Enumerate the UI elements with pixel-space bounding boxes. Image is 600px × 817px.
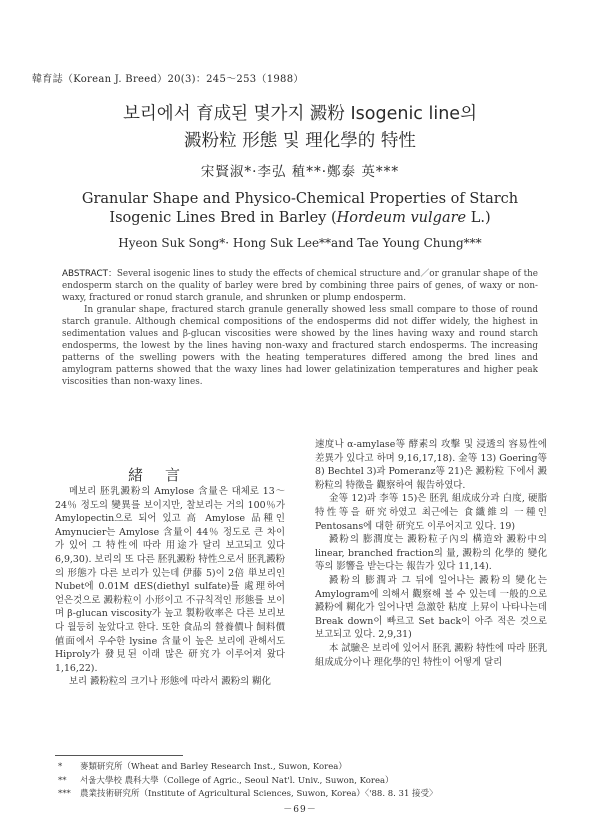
footnote-3 <box>58 787 438 799</box>
journal-citation: 韓育誌（Korean J. Breed）20(3)：245～253（1988） <box>32 74 304 85</box>
right-paragraph-5: 本 試驗은 보리에 있어서 胚乳 澱粉 特性에 따라 胚乳 組成成分이나 理化學的인 特性이 어떻게 달리 <box>315 642 547 668</box>
footnote-2 <box>58 774 394 786</box>
english-title-line1: Granular Shape and Physico-Chemical Properties of Starch <box>81 191 519 207</box>
right-paragraph-4: 澱粉의 膨潤과 그 뒤에 일어나는 澱粉의 變化는 Amylogram에 의해서 觀察해 볼 수 있는데 一般的으로 澱粉에 糊化가 일어나면 急激한 粘度 上昇이 나타나는데 Break down이 빠르고 Set back이 아주 적은 것으로 보고되고 있다. 2,9,31) <box>315 574 547 641</box>
abstract-paragraph-2: In granular shape, fractured starch granule generally showed less small compare to those of round starch granule. Although chemical compositions of the endosperms did not differ widely, the highest in sedimentation values and β-glucan viscosities were showed by the lines having waxy and round starch endosperms, the lowest by the lines having non-waxy and fractured starch endosperms. The increasing patterns of the swelling powers with the heating temperatures differed among the bred lines and amylogram patterns showed that the waxy lines had lower gelatinization temperatures and higher peak viscosities than non-waxy lines. <box>62 305 538 387</box>
korean-authors: 宋賢淑*·李弘 稙**·鄭泰 英*** <box>200 164 400 180</box>
english-title-line2-text: Isogenic Lines Bred in Barley ( <box>109 210 337 226</box>
footnote-1 <box>58 760 347 772</box>
left-column <box>55 485 285 689</box>
korean-title-line2: 澱粉粒 形態 및 理化學的 特性 <box>184 131 416 151</box>
right-paragraph-3: 澱粉의 膨潤度는 澱粉粒子內의 構造와 澱粉中의 linear, branched fraction의 量, 澱粉의 化學的 變化 等의 影響을 받는다는 報告가 있다 11,14). <box>315 534 547 573</box>
left-paragraph-1: 메보리 胚乳澱粉의 Amylose 含量은 대체로 13～24％ 정도의 變異를 보이지만, 찰보리는 거의 100％가 Amylopectin으로 되어 있고 高 Amylose 品種인 Amynucier는 Amylose 含量이 44％ 정도로 큰 차이가 있어 그 特性에 따라 用途가 달리 보고되고 있다 6,9,30). 보리의 또 다른 胚乳澱粉 特性으로서 胚乳澱粉의 形態가 다른 보리가 있는데 伊藤 5)이 2倍 単보리인 Nubet에 0.01M dES(diethyl sulfate)를 處理하여 얻은것으로 澱粉粒이 小形이고 不규칙적인 形態를 보이며 β-glucan viscosity가 높고 製粉收率은 다른 보리보다 월등히 높았다고 한다. 또한 食品의 營養價나 飼料價値面에서 우수한 lysine 含量이 높은 보리에 관해서도 Hiproly가 發見된 이래 많은 研究가 이루어져 왔다 1,16,22). <box>55 486 285 674</box>
left-paragraph-2: 보리 澱粉粒의 크기나 形態에 따라서 澱粉의 糊化 <box>69 676 271 688</box>
korean-title-line1: 보리에서 育成된 몇가지 澱粉 Isogenic line의 <box>123 104 477 124</box>
english-title-line2-end: L.) <box>466 210 491 226</box>
species-name: Hordeum vulgare <box>336 210 467 226</box>
abstract <box>62 268 538 388</box>
footnote-divider <box>55 755 183 756</box>
right-paragraph-1: 速度나 α-amylase等 酵素의 攻擊 및 浸透의 容易性에 差異가 있다고 하며 9,16,17,18). 金等 13) Goering等 8) Bechtel 3)과 Pomeranz等 21)은 澱粉粒 下에서 澱粉粒의 特徵을 觀察하여 報告하였다. <box>315 439 547 491</box>
right-paragraph-2: 金等 12)과 李等 15)은 胚乳 組成成分과 白度, 硬脂特性等을 研究하였고 최근에는 食纖維의 一種인 Pentosans에 대한 研究도 이루어지고 있다. 19) <box>315 493 547 532</box>
abstract-paragraph-1 <box>62 268 538 304</box>
page-number: －69－ <box>283 805 317 815</box>
abstract-label: ABSTRACT： <box>62 269 117 279</box>
footnote-mark: ** <box>58 776 67 786</box>
footnote-text: 農業技術研究所（Institute of Agricultural Sciences, Suwon, Korea）〈'88. 8. 31 接受〉 <box>80 789 438 799</box>
english-title-line2 <box>0 210 600 226</box>
footnote-mark: * <box>58 762 63 772</box>
footnote-text: 麥類研究所（Wheat and Barley Research Inst., Suwon, Korea） <box>80 762 347 772</box>
right-column <box>315 438 547 669</box>
abstract-text-1: Several isogenic lines to study the effects of chemical structure and／or granular shape of the endosperm starch on the quality of barley were bred by combining three pairs of genes, of waxy or non-waxy, fractured or ronud starch granule, and shrunken or plump endosperm. <box>62 269 538 303</box>
section-heading: 緒言 <box>128 466 203 484</box>
english-authors: Hyeon Suk Song*· Hong Suk Lee**and Tae Young Chung*** <box>118 236 482 250</box>
footnote-text: 서울大學校 農科大學（College of Agric., Seoul Nat'l. Univ., Suwon, Korea） <box>80 776 394 786</box>
footnote-mark: *** <box>58 789 71 799</box>
